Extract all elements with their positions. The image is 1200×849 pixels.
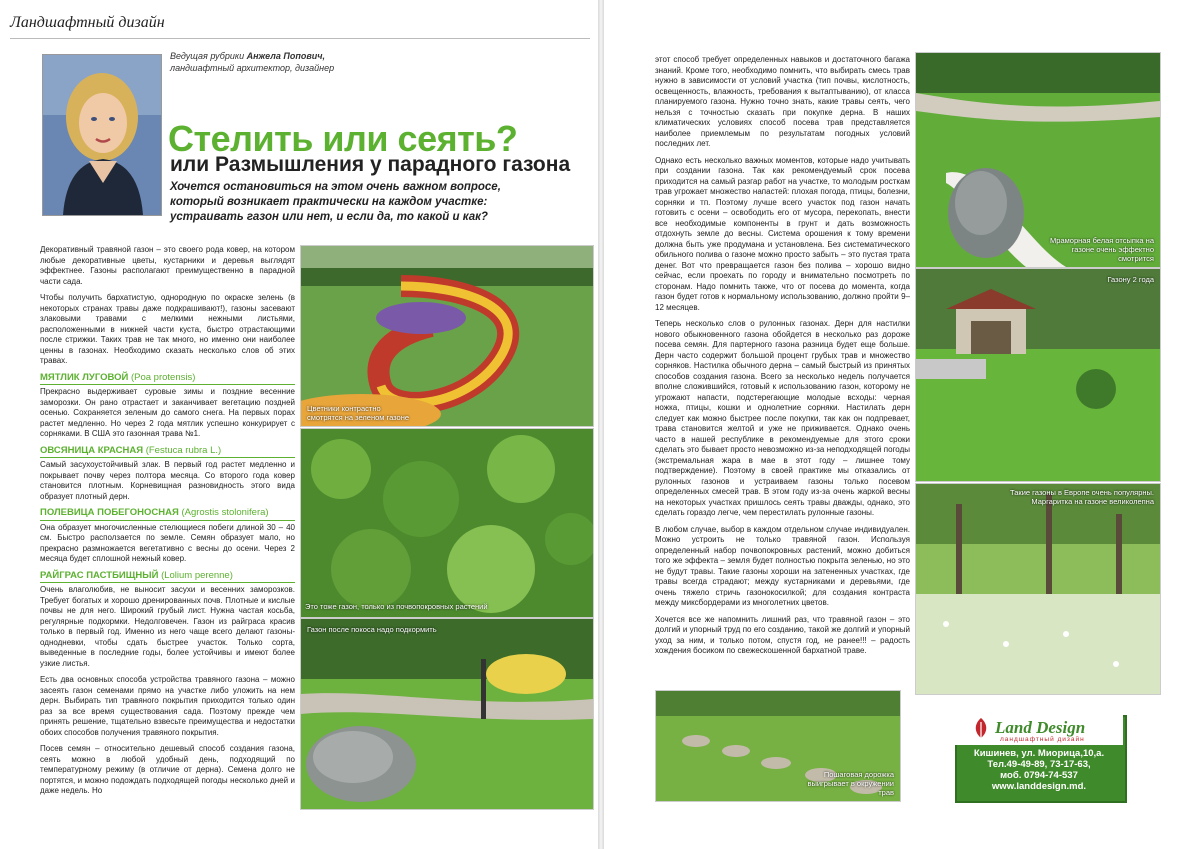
plant-latin: (Lolium perenne) (161, 569, 233, 581)
plant-name: РАЙГРАС ПАСТБИЩНЫЙ (40, 569, 159, 581)
plant-description: Прекрасно выдерживает суровые зимы и поздние весенние заморозки. Он рано отрастает и заканчивает вегетацию поздней осенью. Сохраняется зеленым до самого снега. На первых порах растет медленно. Но через 2 года мятлик успешно конкурирует с сорняками. В США это газонная трава №1. (40, 387, 295, 438)
plant-name: МЯТЛИК ЛУГОВОЙ (40, 371, 129, 383)
intro-paragraph: Чтобы получить бархатистую, однородную по окраске зелень (в некоторых странах травы даже подкрашивают!), газоны засевают злаковыми травами с мелкими нежными листьями, расположенными в нижней части куста, быстро отрастающими после стрижки. Таких трав не так много, но именно они наиболее ценны в газонах. Необходимо сказать несколько слов об этих травах. (40, 293, 295, 365)
caption-mowed: Газон после покоса надо подкормить (307, 625, 437, 634)
page-gutter (598, 0, 604, 849)
right-text-column (655, 55, 910, 705)
plant-heading (40, 571, 295, 584)
caption-flowerbed: Цветники контрастно смотрятся на зеленом газоне (307, 404, 410, 422)
plant-heading (40, 446, 295, 459)
photo-stepping-path (655, 690, 901, 802)
caption-marble: Мраморная белая отсыпка на газоне очень эффектно смотрится (1050, 236, 1154, 263)
caption-groundcover: Это тоже газон, только из почвопокровных растений (305, 602, 488, 611)
byline-author: Анжела Попович, (246, 51, 326, 61)
plant-latin: (Festuca rubra L.) (145, 444, 222, 456)
body-paragraph: этот способ требует определенных навыков и достаточного багажа знаний. Кроме того, необходимо помнить, что выбирать смесь трав нужно в зависимости от условий участка (тип почвы, кислотность, освещенность, влажность, требования к вытаптыванию), от класса планируемого газона. Нужно точно знать, какие травы сеять, чего нельзя с точностью сказать при покупке дерна. В наших климатических условиях способ посева трав представляется наиболее приемлемым по результатам погодных условий последних лет. (655, 55, 910, 148)
headline: Стелить или сеять? (168, 118, 518, 159)
photo-europe-daisies (915, 483, 1161, 695)
intro-paragraph: Декоративный травяной газон – это своего рода ковер, на котором любые декоративные цветы, кустарники и деревья выглядят эффектнее. Газоны располагают преимущественно в парадной части сада. (40, 245, 295, 286)
photo-groundcover (300, 428, 594, 618)
photo-two-year-lawn (915, 268, 1161, 482)
lead-paragraph: Хочется остановиться на этом очень важном вопросе, который возникает практически на каждом участке: устраивать газон или нет, и если да, то какой и как? (170, 181, 501, 223)
header-divider (10, 38, 590, 39)
caption-europe: Такие газоны в Европе очень популярны. Маргаритка на газоне великолепна (1010, 488, 1154, 506)
photo-marble (915, 52, 1161, 268)
plant-heading (40, 508, 295, 521)
byline-role: ландшафтный архитектор, дизайнер (170, 63, 335, 73)
photo-mowed-lawn (300, 618, 594, 810)
body-paragraph: Теперь несколько слов о рулонных газонах. Дерн для настилки нового обыкновенного газона обойдется в несколько раз дороже посева семян. Для партерного газона разница будет еще больше. Дерн часто содержит большой процент грубых трав и множество сорняков. Настилка обычного дерна – самый быстрый из принятых способов создания газона. Всего за несколько недель получается вполне сложившийся, готовый к использованию газон, которому не угрожают напасти, подстерегающие молодые всходы: черная ножка, птицы, кошки и однолетние сорняки. Настилать дерн следует как можно быстрее после покупки, так как он подпревает, трава становится желтой и уже не приживается. Однако очень часто в нашей республике в рекомендуемые для этого сроки сделать это бывает просто невозможно из-за неподходящей погоды (экстремальная жара в мае в этот году – лишнее тому подтверждение). Поэтому в своей практике мы отказались от рулонных газонов и устраиваем газоны только посевом определенных смесей трав. В этом году из-за очень жаркой весны на некоторых участках пришлось сеять травы дважды, однако, это сделать гораздо легче, чем перестилать рулонные газоны. (655, 319, 910, 517)
photo-flowerbed (300, 245, 594, 427)
body-paragraph: Однако есть несколько важных моментов, которые надо учитывать при создании газона. Так как рекомендуемый срок посева приходится на самый разгар работ на участке, то молодым росткам трав угрожает множество напастей: плохая погода, птицы, болезни, сорняки и тп. Поэтому лучше всего участок под газон начать готовить с осени – освободить его от мусора, перекопать, внести все необходимые компоненты в грунт и дать возможность отдохнуть земле до весны. Система орошения к тому времени должна быть уже продумана и установлена. Без систематического обильного полива о газоне можно просто забыть – это пустая трата денег. Вот что превращается газон без полива – хорошо видно сейчас, если проехать по городу и внимательно посмотреть по сторонам. Надо помнить также, что от посева до момента, когда газон будет готов к нормальному использованию, должно пройти 9–12 месяцев. (655, 155, 910, 312)
company-mobile: моб. 0794-74-537 (1000, 770, 1078, 781)
company-address: Кишинев, ул. Миорица,10,а. (973, 748, 1105, 759)
caption-two-year: Газону 2 года (1107, 275, 1154, 284)
company-contacts (955, 748, 1123, 792)
outro-paragraph: Посев семян – относительно дешевый способ создания газона, сеять можно в любой удобный день, подходящий по температурному режиму (в отличие от дерна). Семена долго не портятся, и можно подождать подходящей погоды несколько дней и даже недель. Но (40, 744, 295, 795)
outro-paragraph: Есть два основных способа устройства травяного газона – можно засеять газон семенами прямо на участке либо уложить на нем дерн. Выбирать тип травяного покрытия приходится только один раз за все время существования сада. Поэтому прежде чем принять решение, тщательно взвесьте преимущества и недостатки обоих способов получения травяного покрытия. (40, 675, 295, 737)
section-title: Ландшафтный дизайн (10, 14, 165, 31)
subheadline: или Размышления у парадного газона (170, 153, 571, 176)
author-portrait (42, 54, 162, 216)
plant-description: Самый засухоустойчивый злак. В первый год растет медленно и покрывает почву через полтора месяца. Со второго года ковер становится плотным. Корневищная разновидность этого вида образует плотный дерн. (40, 460, 295, 501)
plant-name: ОВСЯНИЦА КРАСНАЯ (40, 444, 144, 456)
company-logo-name: Land Design (995, 718, 1086, 737)
company-phones: Тел.49-49-89, 73-17-63, (987, 759, 1091, 770)
left-text-column (40, 245, 295, 845)
company-tagline: ландшафтный дизайн (1000, 736, 1085, 743)
byline (170, 50, 334, 74)
byline-prefix: Ведущая рубрики (170, 51, 247, 61)
plant-latin: (Poa protensis) (130, 371, 196, 383)
plant-heading (40, 373, 295, 386)
plant-description: Она образует многочисленные стелющиеся побеги длиной 30 – 40 см. Быстро расползается по земле. Семян образует мало, но прекрасно размножается вегетативно с весны до осени. Через 2 месяца будет сплошной нежный ковер. (40, 522, 295, 563)
plant-latin: (Agrostis stolonifera) (181, 507, 269, 518)
company-website[interactable]: www.landdesign.md. (991, 781, 1087, 792)
leaf-logo-icon (970, 716, 992, 742)
plant-name: ПОЛЕВИЦА ПОБЕГОНОСНАЯ (40, 507, 179, 518)
body-paragraph: Хочется все же напомнить лишний раз, что травяной газон – это долгий и упорный труд по его созданию, такой же долгий и упорный уход за ним, и только потом, спустя год, не ранее!!! – радость хождения босиком по свежескошенной бархатной траве. (655, 614, 910, 655)
body-paragraph: В любом случае, выбор в каждом отдельном случае индивидуален. Можно устроить не только травяной газон. Используя определенный набор почвопокровных растений, можно добиться того же эффекта – земля будет полностью покрыта зеленью, но это не будут травы. Такие газоны хороши на затененных участках, где травы всегда страдают; между кустарниками и деревьями, где очень тяжело стричь газонокосилкой; для создания контраста между миксбордерами из многолетних цветов. (655, 524, 910, 607)
plant-description: Очень влаголюбив, не выносит засухи и весенних заморозков. Требует богатых и хорошо дренированных почв. Плотные и кислые почвы не для него. Широкий грубый лист. Нужна частая косьба, регулярные подкормки. Недолговечен. Газон из райграса красив только в первый год. Именно из него чаще всего делают газоны-однодневки, чтобы сдать быстрее участок. Только сорта, выведенные в последние годы, более устойчивы и имеют более узкие листья. (40, 585, 295, 668)
caption-path: Пошаговая дорожка выигрывает в окружении трав (807, 770, 894, 797)
